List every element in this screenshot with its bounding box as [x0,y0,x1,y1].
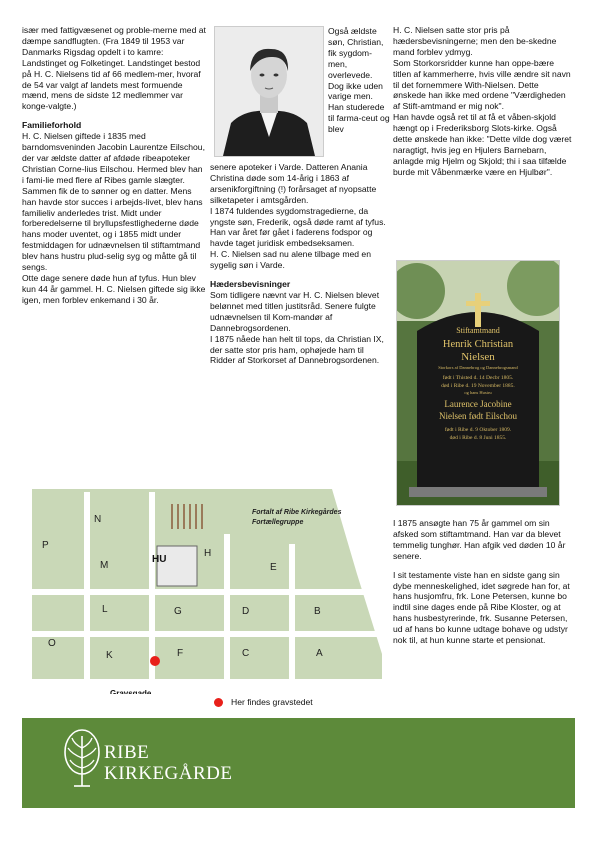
section-label-F: F [177,648,184,659]
column2-paragraph-3: H. C. Nielsen sad nu alene tilbage med en sygelig søn i Varde. [210,249,371,271]
column3-paragraph-1: H. C. Nielsen satte stor pris på hædersbevisningerne; men den be-skedne mand forblev ydmyg. [393,25,557,57]
section-label-K: K [106,650,113,661]
gravestone-name-2: Nielsen [461,351,495,363]
column-2-top [328,26,390,135]
honors-paragraph-1: Som tidligere nævnt var H. C. Nielsen blevet belønnet med titlen justitsråd. Senere fulgte udnævnelsen til Kom-mandør af Dannebrogsordenen. [210,289,380,333]
column-3 [393,25,573,178]
column2-paragraph-1: senere apoteker i Varde. Datteren Anania Christina døde som 14-årig i 1863 af arsenikforgiftning (!) forårsaget af nyopsatte silketapeter i amtsgården. [210,162,377,205]
gravestone-name-1: Henrik Christian [442,339,514,350]
gravestone-born: født i Thisted d. 14 Decbr 1805. [442,375,514,381]
gravestone-died: død i Ribe d. 19 November 1885. [441,383,515,389]
cemetery-map [32,484,382,694]
intro-paragraph: især med fattigvæsenet og proble-merne med at dæmpe sandflugten. (Fra 1849 til 1953 var Danmarks Rigsdag opdelt i to kamre: Landstinget og Folketinget. Landstinget bestod på H. C. Nielsens tid af 66 medlem-mer, hvoraf de 54 var valgt af landets mest formuende mænd, mens de sidste 12 medlemmer var konge-valgte.) [22,25,206,112]
column-2 [210,162,388,366]
gravestone-wife-died: død i Ribe d. 8 Juni 1855. [449,435,507,441]
section-label-G: G [174,606,182,617]
section-label-P: P [42,540,49,551]
column3-paragraph-5: I sit testamente viste han en sidste gang sin dybe menneskelighed, idet søgrede han for, at hans husjomfru, frk. Lone Petersen, kunne bo indtil sine dages ende på Ribe Kloster, og at hans husbestyrerinde, frk. Susanne Petersen, ud af hans bo kunne udtage bohave og udstyr nok til, at hun kunne starte et pensionat. [393,569,570,646]
gravestone-wife-2: Nielsen født Eilschou [439,411,517,421]
heading-familieforhold: Familieforhold [22,120,82,131]
gravestone-order: Storkors af Dannebrog og Dannebrogsmand [438,365,518,370]
sidebar-paragraph: Også ældste søn, Christian, fik sygdom-men, overlevede. Dog ikke uden varige men. Han studerede til farma-ceut og blev [328,26,390,135]
family-paragraph-1: H. C. Nielsen giftede i 1835 med barndomsveninden Jacobin Laurentze Eilschou, der var ældste datter af afdøde ribeapoteker Christian Corne-lius Eilschou. Hermed blev han i fami-lie med flere af Ribes gamle slægter. Sammen fik de to sønner og en datter. Mens han havde stor succes i arbejds-livet, blev hans familieliv anderledes trist. Midt under forberedelserne til bryllupsfestlighederne døde hans moder uventet, og i 1855 midt under festmiddagen for udnævnelsen til stiftamtmand blev hans hustru plud-selig syg og måtte gå til sengs. [22,131,205,273]
gravestone-wife-1: Laurence Jacobine [444,399,512,409]
map-credit-2: Fortællegruppe [252,519,304,526]
tree-logo-icon [62,728,102,792]
column2-paragraph-2: I 1874 fuldendes sygdomstragedierne, da yngste søn, Frederik, også døde ramt af tyfus. Han var året før gået i faderens fodspor og havde taget juridisk embedseksamen. [210,205,386,249]
map-legend [214,697,313,707]
family-paragraph-2: Otte dage senere døde hun af tyfus. Hun blev kun 44 år gammel. H. C. Nielsen giftede sig ikke igen, men forblev enkemand i 30 år. [22,272,206,305]
section-label-A: A [316,648,323,659]
heading-haedersbevisninger: Hædersbevisninger [210,279,291,290]
portrait-photo [214,26,324,157]
legend-dot [214,698,223,707]
section-label-M: M [100,560,109,571]
column3-paragraph-2: Som Storkorsridder kunne han oppe-bære titlen af kammerherre, hvis ville ændre sit navn til det fornemmere With-Nielsen. Dette ønskede han ikke med ordene "Værdigheden af Stift-amtmand er mig nok". [393,57,571,112]
section-label-B: B [314,606,321,617]
gravestone-wife-label: og hans Hustru [464,390,492,395]
column3-paragraph-3: Han havde også ret til at få et våben-skjold hængt op i Frederiksborg Slots-kirke. Også dette ønskede han ikke: "Dette vilde dog været naragtigt, hvis jeg en Hjulers Barnebarn, anlagde mig Hjelm og Skjold; thi i saa tilfælde burde mit Våbenmærke være en Hjulbør". [393,112,572,177]
footer-line-1: RIBE [104,742,150,763]
section-label-C: C [242,648,250,659]
section-label-H: H [204,548,212,559]
section-label-O: O [48,638,56,649]
footer-line-2: KIRKEGÅRDE [104,763,233,784]
column-1 [22,25,206,306]
street-label: Gravsgade [110,689,152,694]
footer-logo-text [104,742,233,784]
column3-paragraph-4: I 1875 ansøgte han 75 år gammel om sin afsked som stiftamtmand. Han var da blevet temmelig tunghør. Han afgik ved døden 10 år senere. [393,518,566,561]
hu-label: HU [152,554,167,565]
footer-banner [22,718,575,808]
section-label-L: L [102,604,108,615]
section-label-N: N [94,514,102,525]
honors-paragraph-2: I 1875 nåede han helt til tops, da Christian IX, der satte stor pris ham, ophøjede ham til Ridder af Storkorset af Dannebrogsordenen. [210,333,384,366]
section-label-E: E [270,562,277,573]
column-3-lower [393,518,575,646]
gravestone-title: Stiftamtmand [456,326,500,335]
gravestone-photo [396,260,560,506]
gravestone-wife-born: født i Ribe d. 9 Oktober 1809. [444,427,512,433]
map-credit-1: Fortalt af Ribe Kirkegårdes [252,509,342,516]
grave-location-marker [150,656,160,666]
section-label-D: D [242,606,250,617]
legend-label: Her findes gravstedet [231,697,313,707]
